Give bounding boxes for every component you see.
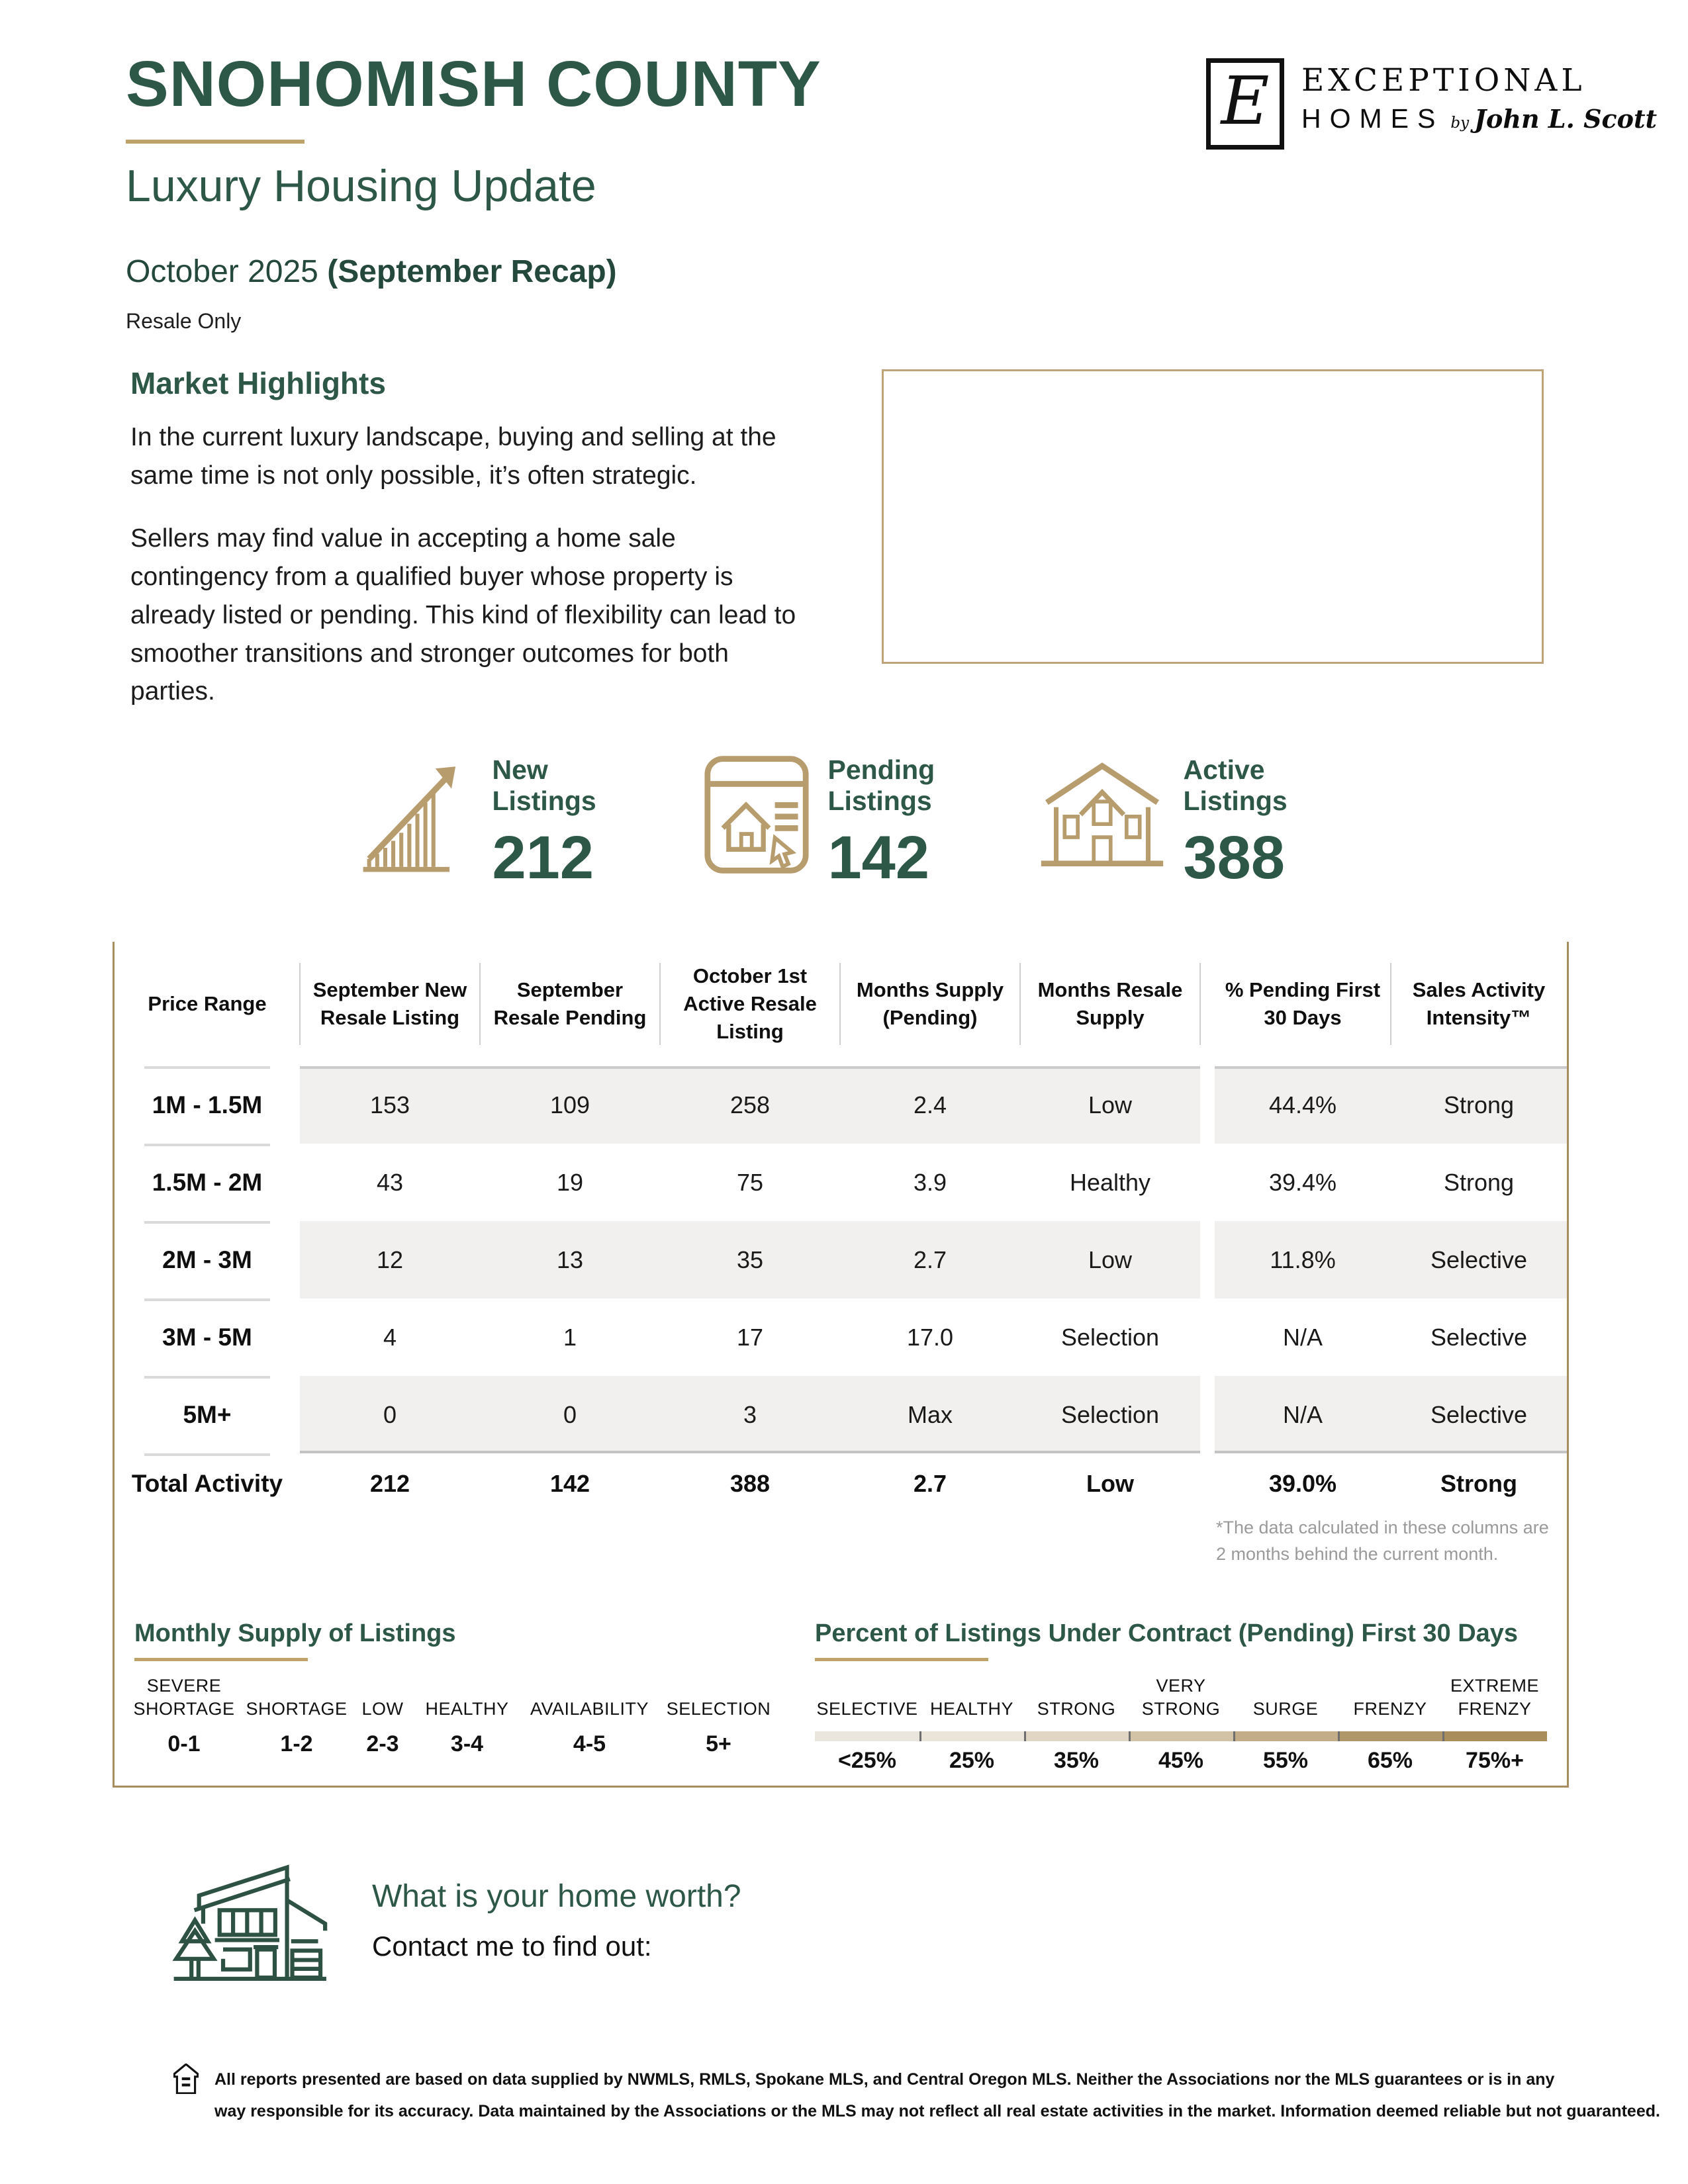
logo-monogram-letter: E [1221,62,1270,140]
report-header [126,48,821,333]
resale-note: Resale Only [126,309,242,333]
supply-legend-item [359,1677,406,1757]
column-header: Sales Activity Intensity™ [1412,978,1546,1029]
supply-legend-item [246,1677,348,1757]
stat-label: Active Listings [1183,754,1288,817]
table-cell: 1 [563,1323,577,1351]
column-gap [1200,942,1215,1066]
gradient-segment [1442,1731,1547,1741]
supply-item-range: 5+ [706,1731,731,1756]
pending-item-percent: <25% [838,1748,896,1773]
footnote-line: *The data calculated in these columns are [1216,1518,1549,1537]
disclaimer-text [214,2064,1660,2127]
table-total-row [115,1453,1567,1514]
table-cell: Selective [1391,1221,1567,1298]
table-cell: 12 [300,1221,480,1298]
column-header: September New Resale Listing [300,942,480,1066]
table-cell: 39.4% [1268,1168,1337,1196]
column-gap [1200,1298,1215,1376]
table-cell: 2.4 [840,1066,1020,1144]
supply-legend-heading: Monthly Supply of Listings [134,1619,456,1647]
column-header: Months Supply (Pending) [840,942,1020,1066]
gradient-segment [1338,1731,1442,1741]
price-range-label: 3M - 5M [115,1298,300,1376]
table-cell: 35 [660,1221,840,1298]
equal-housing-icon [173,2064,199,2094]
supply-legend-item [666,1677,771,1757]
table-cell: Selective [1430,1323,1528,1351]
column-gap [1200,1376,1215,1453]
page-subtitle: Luxury Housing Update [126,161,596,211]
table-footnote [115,1514,1567,1577]
table-cell: 212 [369,1470,410,1497]
table-row [115,1298,1567,1376]
table-cell: 17 [736,1323,764,1351]
supply-item-range: 3-4 [450,1731,484,1756]
stat-value: 212 [492,824,594,892]
pending-item-percent: 65% [1367,1748,1413,1773]
pending-percent-legend [815,1621,1547,1774]
price-range-label: 1.5M - 2M [115,1144,300,1221]
table-cell: Max [840,1376,1020,1453]
logo-text [1301,58,1657,132]
supply-legend-item [528,1677,651,1757]
supply-item-label: SEVERE SHORTAGE [133,1675,235,1719]
table-cell: Strong [1391,1066,1567,1144]
table-cell: Selection [1060,1323,1160,1351]
table-cell: 13 [480,1221,660,1298]
table-cell: 3 [660,1376,840,1453]
table-cell: 75 [736,1168,764,1196]
column-gap [1200,1066,1215,1144]
supply-item-range: 2-3 [366,1731,399,1756]
pending-gradient-bar [815,1731,1547,1741]
table-cell: Healthy [1069,1168,1151,1196]
total-activity-label: Total Activity [131,1470,283,1497]
table-cell: Low [1020,1221,1200,1298]
table-cell: N/A [1282,1323,1323,1351]
gradient-segment [1233,1731,1338,1741]
table-cell: 258 [660,1066,840,1144]
logo-by: by [1450,114,1470,132]
table-row [115,1221,1567,1298]
table-cell: 2.7 [840,1221,1020,1298]
disclaimer-line: All reports presented are based on data supplied by NWMLS, RMLS, Spokane MLS, and Central Oregon MLS. Neither the Associations nor the MLS guarantees or is in any [214,2070,1555,2089]
disclaimer-line: way responsible for its accuracy. Data maintained by the Associations or the MLS may not reflect all real estate activities in the market. Information deemed reliable but not guaranteed. [214,2102,1660,2120]
market-highlights-section [130,365,799,711]
logo-monogram-icon [1206,58,1284,150]
agent-info-placeholder-box [882,369,1544,664]
market-highlights-paragraph-1: In the current luxury landscape, buying and selling at the same time is not only possible, it’s often strategic. [130,423,776,490]
gradient-segment [1024,1731,1129,1741]
supply-item-label: SELECTION [666,1698,771,1719]
stat-new-listings [363,754,635,892]
supply-item-range: 1-2 [280,1731,313,1756]
table-cell: 153 [300,1066,480,1144]
house-icon [1039,754,1165,875]
table-cell: 17.0 [906,1323,954,1351]
table-cell: Strong [1440,1470,1517,1497]
table-legends [115,1577,1567,1774]
table-cell: 142 [549,1470,590,1497]
column-header: September Resale Pending [480,942,660,1066]
gradient-segment [919,1731,1024,1741]
stat-label: New Listings [492,754,596,817]
home-worth-subheading: Contact me to find out: [372,1931,652,1962]
gold-underline [134,1658,308,1661]
footnote-line: 2 months behind the current month. [1216,1544,1499,1564]
table-cell: 43 [376,1168,404,1196]
pending-item-label: VERY STRONG [1141,1675,1221,1719]
table-cell: 388 [729,1470,771,1497]
table-row [115,1066,1567,1144]
pending-item-label: SELECTIVE [816,1698,918,1719]
pending-item-label: FRENZY [1353,1698,1427,1719]
table-cell: Selective [1391,1376,1567,1453]
supply-item-label: LOW [361,1698,404,1719]
home-worth-section [167,1850,741,1993]
stat-value: 388 [1183,824,1285,892]
table-header-row [115,942,1567,1066]
table-cell: 44.4% [1215,1066,1391,1144]
supply-item-label: SHORTAGE [246,1698,348,1719]
pending-item-label: SURGE [1252,1698,1319,1719]
pending-item-label: HEALTHY [929,1698,1014,1719]
supply-legend-item [134,1677,234,1757]
gold-underline [126,140,305,144]
browser-home-cursor-icon [704,754,810,875]
supply-item-label: HEALTHY [425,1698,509,1719]
market-highlights-heading: Market Highlights [130,366,386,400]
pending-legend-heading: Percent of Listings Under Contract (Pending) First 30 Days [815,1619,1519,1647]
monthly-supply-legend [133,1619,771,1774]
column-gap [1200,1144,1215,1221]
table-cell: Low [1020,1066,1200,1144]
stat-active-listings [1039,754,1326,892]
report-date [126,256,821,288]
home-worth-heading: What is your home worth? [372,1879,741,1914]
column-header: Months Resale Supply [1020,942,1200,1066]
logo-name-bottom: HOMES [1301,103,1444,134]
stat-value: 142 [827,824,929,892]
price-range-label: 5M+ [115,1376,300,1453]
listing-stats-row [0,754,1688,892]
supply-item-range: 0-1 [167,1731,201,1756]
market-data-table [113,942,1569,1788]
pending-item-percent: 25% [949,1748,995,1773]
table-cell: 3.9 [913,1168,947,1196]
column-header: October 1st Active Resale Listing [660,942,840,1066]
table-cell: 4 [383,1323,397,1351]
disclaimer-footer [173,2064,1660,2127]
growth-chart-icon [363,754,474,875]
pending-item-percent: 55% [1262,1748,1309,1773]
modern-house-icon [167,1850,331,1993]
report-recap: (September Recap) [327,254,617,289]
table-cell: 2.7 [913,1470,947,1497]
stat-pending-listings [704,754,970,892]
table-cell: Low [1086,1470,1134,1497]
gradient-segment [815,1731,919,1741]
table-cell: 39.0% [1268,1470,1337,1497]
column-header: Price Range [115,942,300,1066]
price-range-label: 2M - 3M [115,1221,300,1298]
table-cell: 0 [480,1376,660,1453]
pending-item-percent: 75%+ [1466,1748,1524,1773]
supply-item-range: 4-5 [573,1731,606,1756]
page-title: SNOHOMISH COUNTY [126,48,821,120]
exceptional-homes-logo [1206,58,1657,150]
gold-underline [815,1658,988,1661]
report-month: October 2025 [126,254,328,289]
gradient-segment [1129,1731,1233,1741]
market-highlights-paragraph-2: Sellers may find value in accepting a home sale contingency from a qualified buyer whose property is already listed or pending. This kind of flexibility can lead to smoother transitions and stronger outcomes for both parties. [130,524,796,706]
table-cell: N/A [1215,1376,1391,1453]
table-row [115,1144,1567,1221]
pending-item-percent: 35% [1053,1748,1100,1773]
supply-legend-item [425,1677,509,1757]
pending-item-percent: 45% [1158,1748,1204,1773]
table-cell: 109 [480,1066,660,1144]
table-row [115,1376,1567,1453]
table-cell: Selection [1020,1376,1200,1453]
column-gap [1200,1221,1215,1298]
stat-label: Pending Listings [827,754,935,817]
table-cell: 19 [556,1168,584,1196]
table-cell: 11.8% [1215,1221,1391,1298]
table-cell: 0 [300,1376,480,1453]
price-range-label: 1M - 1.5M [115,1066,300,1144]
pending-item-label: EXTREME FRENZY [1450,1675,1540,1719]
column-gap [1200,1453,1215,1514]
supply-item-label: AVAILABILITY [530,1698,649,1719]
column-header: % Pending First 30 Days [1215,942,1391,1066]
logo-brand-script: John L. Scott [1474,104,1658,134]
pending-item-label: STRONG [1037,1698,1116,1719]
logo-name-top: EXCEPTIONAL [1301,62,1586,99]
table-cell: Strong [1443,1168,1515,1196]
